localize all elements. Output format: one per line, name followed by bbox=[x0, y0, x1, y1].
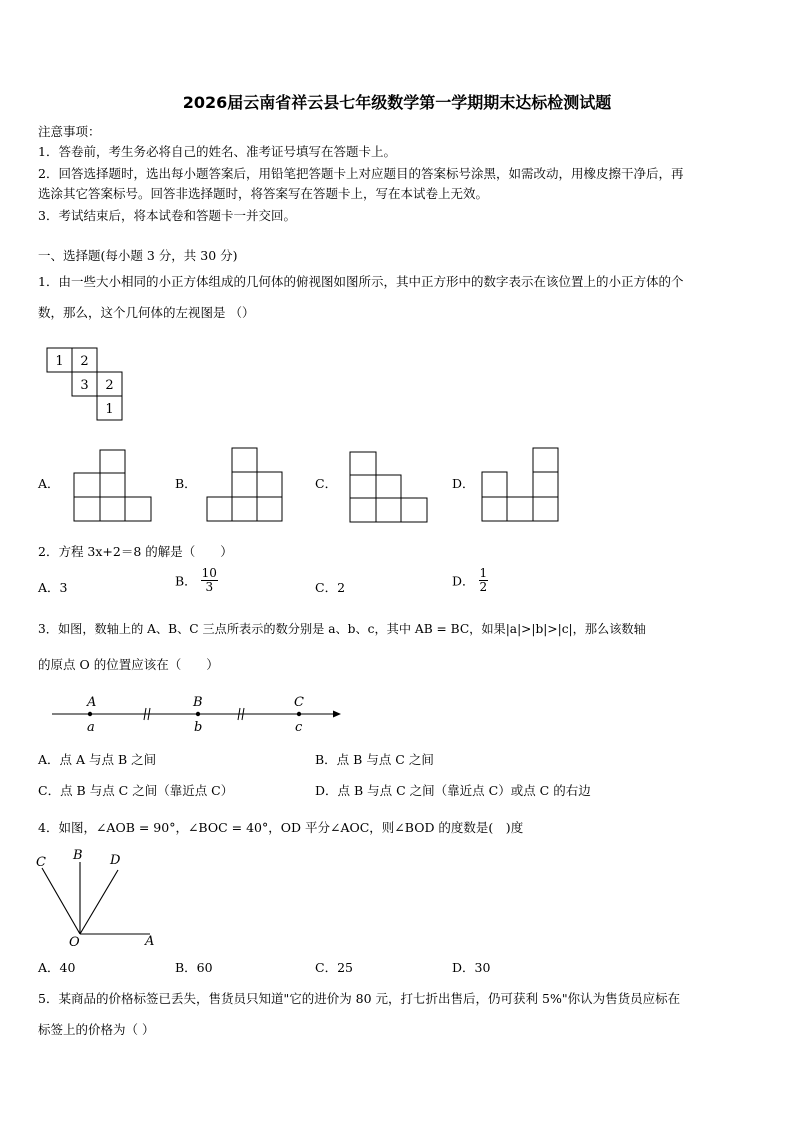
q1-option-c-label: C． bbox=[315, 476, 338, 491]
grid-cell-3: 3 bbox=[80, 378, 89, 393]
q3-option-d: D．点 B 与点 C 之间（靠近点 C）或点 C 的右边 bbox=[315, 783, 591, 798]
q2-option-a: A．3 bbox=[38, 580, 68, 595]
fraction-denominator: 2 bbox=[479, 580, 488, 595]
q1-stem-line1: 1．由一些大小相同的小正方体组成的几何体的俯视图如图所示，其中正方形中的数字表示在该位置上的小正方体的个 bbox=[38, 274, 684, 289]
angle-label-B: B bbox=[73, 848, 83, 863]
notice-item-3: 3．考试结束后，将本试卷和答题卡一并交回。 bbox=[38, 208, 296, 223]
q5-stem-line2: 标签上的价格为（ ） bbox=[38, 1022, 155, 1037]
angle-label-C: C bbox=[36, 855, 46, 870]
notice-item-2a: 2．回答选择题时，选出每小题答案后，用铅笔把答题卡上对应题目的答案标号涂黑，如需改动，用橡皮擦干净后，再 bbox=[38, 166, 684, 181]
grid-cell-1: 1 bbox=[55, 354, 64, 369]
page-title: 2026届云南省祥云县七年级数学第一学期期末达标检测试题 bbox=[182, 93, 612, 112]
q5-stem-line1: 5．某商品的价格标签已丢失，售货员只知道"它的进价为 80 元，打七折出售后，仍可获利 5%"你认为售货员应标在 bbox=[38, 991, 681, 1006]
q3-option-b: B．点 B 与点 C 之间 bbox=[315, 752, 434, 767]
q3-stem-line1: 3．如图，数轴上的 A、B、C 三点所表示的数分别是 a、b、c，其中 AB = BC，如果|a|>|b|>|c|，那么该数轴 bbox=[38, 622, 646, 636]
q2-option-d-label: D． bbox=[452, 573, 475, 589]
q1-option-a-label: A． bbox=[38, 476, 60, 491]
q4-option-b: B．60 bbox=[175, 960, 213, 975]
grid-cell-4: 2 bbox=[105, 378, 114, 393]
q1-stem-line2: 数，那么，这个几何体的左视图是 （） bbox=[38, 305, 255, 320]
notice-item-2b: 选涂其它答案标号。回答非选择题时，将答案写在答题卡上，写在本试卷上无效。 bbox=[38, 186, 489, 201]
angle-label-A: A bbox=[145, 934, 155, 949]
point-label-A: A bbox=[87, 695, 97, 710]
q3-stem-line2: 的原点 O 的位置应该在（ ） bbox=[38, 657, 219, 672]
notice-item-1: 1．答卷前，考生务必将自己的姓名、准考证号填写在答题卡上。 bbox=[38, 144, 396, 159]
fraction-numerator: 1 bbox=[479, 566, 488, 580]
point-value-b: b bbox=[194, 720, 203, 735]
q3-option-a: A．点 A 与点 B 之间 bbox=[38, 752, 157, 767]
grid-cell-2: 2 bbox=[80, 354, 89, 369]
q4-stem: 4．如图，∠AOB = 90°，∠BOC = 40°，OD 平分∠AOC，则∠BOD 的度数是( )度 bbox=[38, 820, 524, 835]
q3-option-c: C．点 B 与点 C 之间（靠近点 C） bbox=[38, 783, 234, 798]
fraction-numerator: 10 bbox=[201, 566, 217, 580]
fraction-denominator: 3 bbox=[205, 580, 214, 595]
point-label-B: B bbox=[193, 695, 203, 710]
point-value-a: a bbox=[87, 720, 95, 735]
q1-option-d-label: D． bbox=[452, 476, 475, 491]
q4-option-d: D．30 bbox=[452, 960, 491, 975]
notice-heading: 注意事项： bbox=[38, 124, 101, 139]
grid-cell-5: 1 bbox=[105, 402, 114, 417]
section-heading: 一、选择题(每小题 3 分，共 30 分) bbox=[38, 248, 238, 263]
q2-option-b-label: B． bbox=[175, 573, 197, 589]
point-value-c: c bbox=[295, 720, 303, 735]
q4-option-a: A．40 bbox=[38, 960, 76, 975]
q2-stem: 2．方程 3x+2＝8 的解是（ ） bbox=[38, 544, 233, 559]
point-label-C: C bbox=[294, 695, 304, 710]
angle-label-D: D bbox=[110, 853, 121, 868]
q1-option-b-label: B． bbox=[175, 476, 197, 491]
angle-label-O: O bbox=[69, 935, 80, 950]
q4-option-c: C．25 bbox=[315, 960, 353, 975]
q2-option-c: C．2 bbox=[315, 580, 346, 595]
